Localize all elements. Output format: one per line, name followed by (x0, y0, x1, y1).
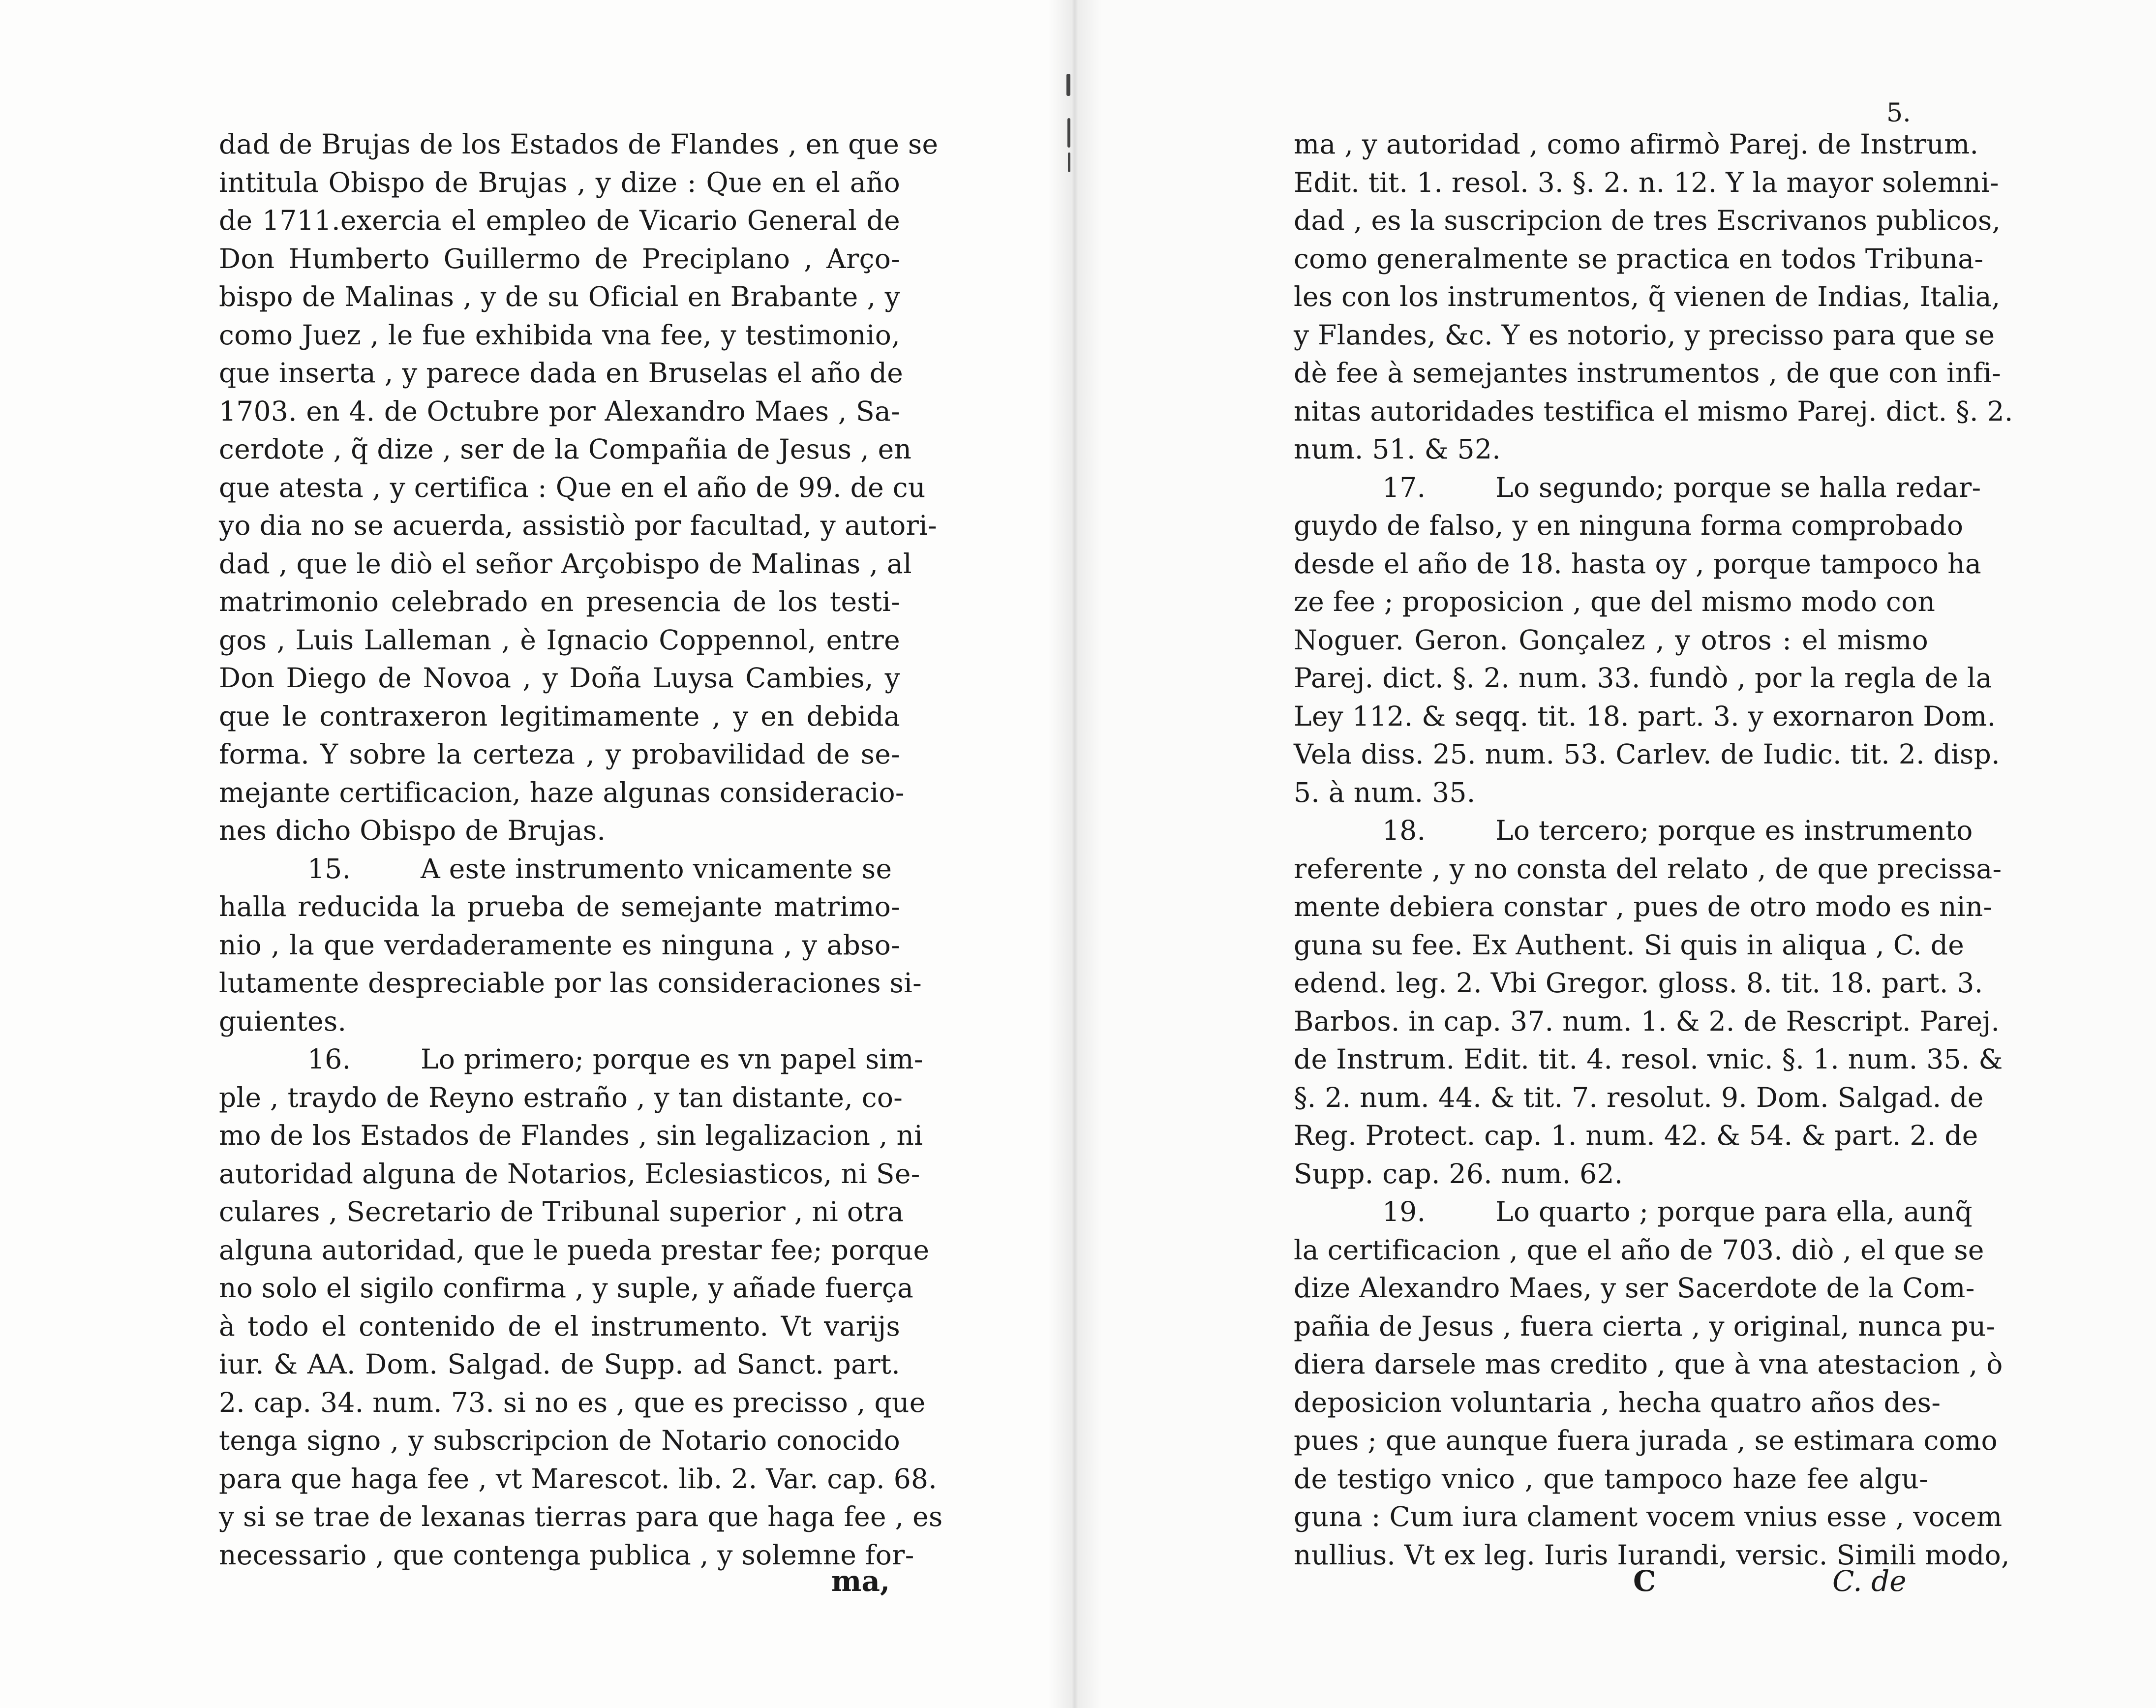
text-line: necessario , que contenga publica , y solemne for- (219, 1539, 914, 1571)
text-line: pañia de Jesus , fuera cierta , y original, nunca pu- (1294, 1310, 1996, 1342)
text-line: mejante certificacion, haze algunas consideracio- (219, 776, 905, 808)
text-line: §. 2. num. 44. & tit. 7. resolut. 9. Dom. Salgad. de (1294, 1081, 1984, 1113)
text-line: iur. & AA. Dom. Salgad. de Supp. ad Sanct. part. (219, 1348, 900, 1380)
text-line: mente debiera constar , pues de otro modo es nin- (1294, 891, 1993, 922)
text-line: Reg. Protect. cap. 1. num. 42. & 54. & part. 2. de (1294, 1120, 1978, 1151)
text-line: A este instrumento vnicamente se (421, 853, 892, 884)
text-line: Noguer. Geron. Gonçalez , y otros : el mismo (1294, 624, 1928, 656)
text-line: 5. à num. 35. (1294, 776, 1476, 808)
text-line: no solo el sigilo confirma , y suple, y añade fuerça (219, 1272, 914, 1304)
text-line: autoridad alguna de Notarios, Eclesiasticos, ni Se- (219, 1158, 920, 1190)
text-line: que inserta , y parece dada en Bruselas el año de (219, 357, 904, 389)
signature-mark: C (1633, 1564, 1656, 1598)
text-line: de 1711.exercia el empleo de Vicario General de (219, 205, 900, 236)
binding-stitch (1067, 118, 1070, 148)
text-line: deposicion voluntaria , hecha quatro años des- (1294, 1386, 1941, 1418)
text-line: que le contraxeron legitimamente , y en debida (219, 700, 900, 732)
text-line: Don Diego de Novoa , y Doña Luysa Cambies, y (219, 662, 900, 694)
text-line: dè fee à semejantes instrumentos , de que con infi- (1294, 357, 2002, 389)
text-line: bispo de Malinas , y de su Oficial en Brabante , y (219, 281, 900, 312)
catchword: ma, (831, 1564, 890, 1598)
text-line: ple , traydo de Reyno estraño , y tan distante, co- (219, 1081, 903, 1113)
text-line: como generalmente se practica en todos Tribuna- (1294, 243, 1984, 274)
text-line: dad , es la suscripcion de tres Escrivanos publicos, (1294, 205, 2001, 236)
text-line: nitas autoridades testifica el mismo Parej. dict. §. 2. (1294, 395, 2013, 427)
text-line: guna : Cum iura clament vocem vnius esse , vocem (1294, 1501, 2003, 1532)
binding-stitch (1066, 74, 1070, 96)
text-line: para que haga fee , vt Marescot. lib. 2. Var. cap. 68. (219, 1463, 938, 1494)
paragraph-18-opening (1294, 812, 1973, 850)
text-line: dize Alexandro Maes, y ser Sacerdote de la Com- (1294, 1272, 1975, 1304)
text-line: tenga signo , y subscripcion de Notario conocido (219, 1425, 900, 1456)
paragraph-number: 16. (307, 1043, 351, 1075)
text-line: Barbos. in cap. 37. num. 1. & 2. de Rescript. Parej. (1294, 1005, 2000, 1037)
text-line: nullius. Vt ex leg. Iuris Iurandi, versic. Simili modo, (1294, 1539, 2010, 1571)
text-line: Lo quarto ; porque para ella, aunq̃ (1495, 1196, 1973, 1227)
text-line: nes dicho Obispo de Brujas. (219, 815, 606, 846)
text-line: 1703. en 4. de Octubre por Alexandro Maes , Sa- (219, 395, 900, 427)
text-line: de Instrum. Edit. tit. 4. resol. vnic. §. 1. num. 35. & (1294, 1043, 2003, 1075)
text-line: nio , la que verdaderamente es ninguna , y abso- (219, 929, 900, 961)
text-line: intitula Obispo de Brujas , y dize : Que en el año (219, 166, 900, 198)
text-line: Edit. tit. 1. resol. 3. §. 2. n. 12. Y la mayor solemni- (1294, 166, 1999, 198)
book-gutter (1048, 0, 1102, 1708)
text-line: yo dia no se acuerda, assistiò por facultad, y autori- (219, 510, 937, 541)
paragraph-number: 15. (307, 853, 351, 884)
text-line: dad , que le diò el señor Arçobispo de Malinas , al (219, 548, 912, 580)
text-line: que atesta , y certifica : Que en el año de 99. de cu (219, 471, 926, 503)
text-line: Ley 112. & seqq. tit. 18. part. 3. y exornaron Dom. (1294, 700, 1996, 732)
text-line: pues ; que aunque fuera jurada , se estimara como (1294, 1425, 1998, 1456)
text-line: matrimonio celebrado en presencia de los testi- (219, 586, 900, 617)
paragraph-number: 19. (1382, 1196, 1426, 1227)
text-line: Lo tercero; porque es instrumento (1495, 815, 1973, 846)
paragraph-number: 17. (1382, 471, 1426, 503)
catchword: C. de (1832, 1564, 1907, 1598)
text-line: Don Humberto Guillermo de Preciplano , Arço- (219, 243, 900, 274)
text-line: referente , y no consta del relato , de que precissa- (1294, 853, 2002, 884)
paragraph-15-opening (219, 850, 900, 888)
text-line: culares , Secretario de Tribunal superior , ni otra (219, 1196, 904, 1227)
text-line: guna su fee. Ex Authent. Si quis in aliqua , C. de (1294, 929, 1965, 961)
text-line: halla reducida la prueba de semejante matrimo- (219, 891, 900, 922)
text-line: Vela diss. 25. num. 53. Carlev. de Iudic. tit. 2. disp. (1294, 738, 2000, 770)
text-line: cerdote , q̃ dize , ser de la Compañia de Jesus , en (219, 433, 912, 465)
paragraph-16-opening (219, 1040, 923, 1079)
text-line: guientes. (219, 1005, 347, 1037)
right-text-column (1294, 125, 2013, 1574)
text-line: de testigo vnico , que tampoco haze fee algu- (1294, 1463, 1928, 1494)
text-line: ma , y autoridad , como afirmò Parej. de Instrum. (1294, 128, 1979, 160)
text-line: y si se trae de lexanas tierras para que haga fee , es (219, 1501, 943, 1532)
paragraph-17-opening (1294, 469, 1981, 507)
text-line: forma. Y sobre la certeza , y probavilidad de se- (219, 738, 900, 770)
text-line: desde el año de 18. hasta oy , porque tampoco ha (1294, 548, 1981, 580)
text-line: la certificacion , que el año de 703. diò , el que se (1294, 1234, 1984, 1266)
text-line: Supp. cap. 26. num. 62. (1294, 1158, 1623, 1190)
text-line: como Juez , le fue exhibida vna fee, y testimonio, (219, 319, 900, 351)
text-line: num. 51. & 52. (1294, 433, 1501, 465)
text-line: gos , Luis Lalleman , è Ignacio Coppennol, entre (219, 624, 900, 656)
text-line: mo de los Estados de Flandes , sin legalizacion , ni (219, 1120, 923, 1151)
text-line: edend. leg. 2. Vbi Gregor. gloss. 8. tit. 18. part. 3. (1294, 967, 1983, 999)
text-line: Lo primero; porque es vn papel sim- (421, 1043, 923, 1075)
text-line: y Flandes, &c. Y es notorio, y precisso para que se (1294, 319, 1995, 351)
text-line: Lo segundo; porque se halla redar- (1495, 471, 1981, 503)
text-line: lutamente despreciable por las consideraciones si- (219, 967, 922, 999)
text-line: diera darsele mas credito , que à vna atestacion , ò (1294, 1348, 2003, 1380)
text-line: les con los instrumentos, q̃ vienen de Indias, Italia, (1294, 281, 2001, 312)
paragraph-number: 18. (1382, 815, 1426, 846)
left-text-column (219, 125, 943, 1574)
page-number: 5. (1886, 98, 1911, 128)
text-line: guydo de falso, y en ninguna forma comprobado (1294, 510, 1964, 541)
text-line: ze fee ; proposicion , que del mismo modo con (1294, 586, 1936, 617)
text-line: Parej. dict. §. 2. num. 33. fundò , por la regla de la (1294, 662, 1992, 694)
text-line: 2. cap. 34. num. 73. si no es , que es precisso , que (219, 1386, 926, 1418)
text-line: à todo el contenido de el instrumento. Vt varijs (219, 1310, 900, 1342)
binding-stitch (1068, 152, 1070, 172)
text-line: alguna autoridad, que le pueda prestar fee; porque (219, 1234, 930, 1266)
paragraph-19-opening (1294, 1193, 1973, 1231)
text-line: dad de Brujas de los Estados de Flandes , en que se (219, 128, 939, 160)
